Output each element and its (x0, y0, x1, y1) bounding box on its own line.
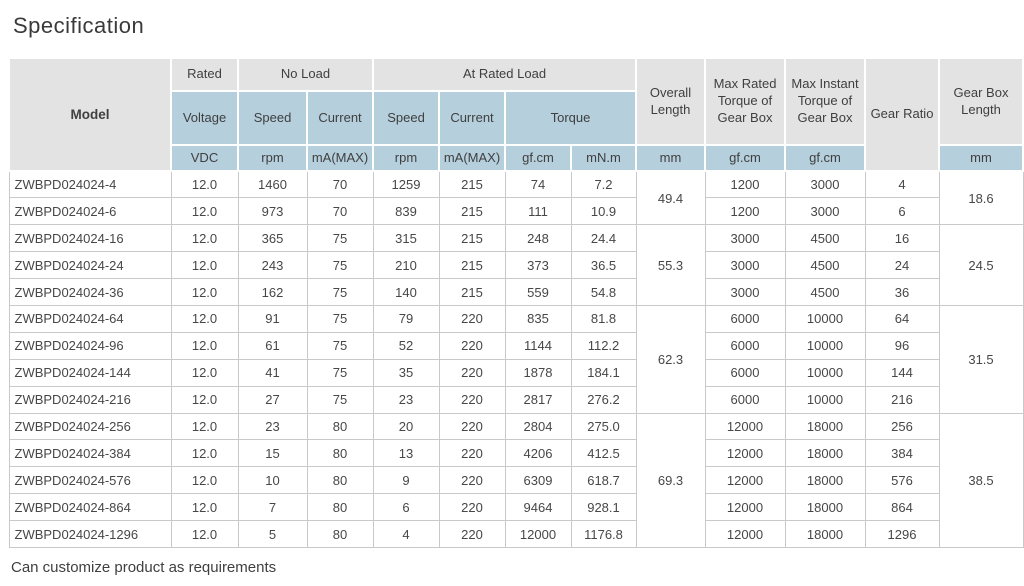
cell-model: ZWBPD024024-144 (9, 359, 171, 386)
cell-torque-mn-m: 54.8 (571, 279, 636, 306)
cell-rated-speed: 52 (373, 332, 439, 359)
cell-torque-gf-cm: 2804 (505, 413, 571, 440)
cell-rated-current: 220 (439, 440, 505, 467)
cell-no-load-current: 70 (307, 171, 373, 198)
cell-gear-ratio: 216 (865, 386, 939, 413)
cell-max-instant-torque: 10000 (785, 386, 865, 413)
table-row (9, 198, 1023, 225)
cell-gear-ratio: 144 (865, 359, 939, 386)
cell-max-rated-torque: 12000 (705, 413, 785, 440)
table-row (9, 467, 1023, 494)
cell-model: ZWBPD024024-24 (9, 252, 171, 279)
cell-gear-ratio: 1296 (865, 521, 939, 548)
table-row (9, 359, 1023, 386)
cell-torque-mn-m: 81.8 (571, 305, 636, 332)
cell-gear-ratio: 576 (865, 467, 939, 494)
cell-max-instant-torque: 18000 (785, 521, 865, 548)
cell-max-instant-torque: 4500 (785, 252, 865, 279)
cell-torque-mn-m: 412.5 (571, 440, 636, 467)
cell-no-load-speed: 15 (238, 440, 307, 467)
cell-rated-current: 220 (439, 359, 505, 386)
header-voltage: Voltage (171, 91, 238, 145)
header-rated: Rated (171, 58, 238, 91)
cell-max-rated-torque: 12000 (705, 440, 785, 467)
cell-rated-voltage: 12.0 (171, 467, 238, 494)
cell-torque-mn-m: 7.2 (571, 171, 636, 198)
cell-max-instant-torque: 3000 (785, 198, 865, 225)
cell-rated-voltage: 12.0 (171, 171, 238, 198)
cell-gear-box-length: 31.5 (939, 305, 1023, 413)
cell-no-load-current: 75 (307, 279, 373, 306)
table-header (9, 58, 1023, 171)
cell-max-rated-torque: 1200 (705, 171, 785, 198)
cell-max-rated-torque: 6000 (705, 386, 785, 413)
cell-no-load-speed: 1460 (238, 171, 307, 198)
cell-rated-voltage: 12.0 (171, 413, 238, 440)
unit-mn-m-torque: mN.m (571, 145, 636, 171)
cell-max-instant-torque: 18000 (785, 413, 865, 440)
table-row (9, 252, 1023, 279)
header-no-load: No Load (238, 58, 373, 91)
unit-gf-cm-max-rated: gf.cm (705, 145, 785, 171)
cell-max-instant-torque: 18000 (785, 494, 865, 521)
cell-torque-gf-cm: 559 (505, 279, 571, 306)
specification-table (8, 57, 1024, 548)
cell-no-load-current: 80 (307, 494, 373, 521)
unit-gf-cm-torque: gf.cm (505, 145, 571, 171)
cell-rated-voltage: 12.0 (171, 494, 238, 521)
cell-max-rated-torque: 1200 (705, 198, 785, 225)
cell-model: ZWBPD024024-576 (9, 467, 171, 494)
cell-rated-speed: 1259 (373, 171, 439, 198)
cell-gear-box-length: 18.6 (939, 171, 1023, 225)
cell-rated-speed: 6 (373, 494, 439, 521)
cell-rated-current: 220 (439, 413, 505, 440)
cell-no-load-speed: 973 (238, 198, 307, 225)
cell-no-load-current: 80 (307, 521, 373, 548)
table-row (9, 225, 1023, 252)
cell-model: ZWBPD024024-864 (9, 494, 171, 521)
cell-no-load-speed: 27 (238, 386, 307, 413)
cell-torque-mn-m: 112.2 (571, 332, 636, 359)
cell-torque-gf-cm: 111 (505, 198, 571, 225)
cell-torque-mn-m: 275.0 (571, 413, 636, 440)
cell-overall-length: 49.4 (636, 171, 705, 225)
cell-torque-mn-m: 1176.8 (571, 521, 636, 548)
cell-rated-current: 220 (439, 332, 505, 359)
cell-gear-ratio: 96 (865, 332, 939, 359)
header-gear-ratio: Gear Ratio (865, 58, 939, 171)
header-overall-length: Overall Length (636, 58, 705, 145)
cell-torque-gf-cm: 6309 (505, 467, 571, 494)
cell-gear-ratio: 256 (865, 413, 939, 440)
cell-rated-voltage: 12.0 (171, 332, 238, 359)
cell-rated-current: 220 (439, 521, 505, 548)
cell-model: ZWBPD024024-16 (9, 225, 171, 252)
cell-torque-gf-cm: 9464 (505, 494, 571, 521)
cell-rated-speed: 9 (373, 467, 439, 494)
table-row (9, 386, 1023, 413)
cell-no-load-current: 75 (307, 359, 373, 386)
cell-no-load-current: 80 (307, 413, 373, 440)
cell-no-load-current: 80 (307, 440, 373, 467)
cell-rated-voltage: 12.0 (171, 521, 238, 548)
unit-mm-overall: mm (636, 145, 705, 171)
header-torque: Torque (505, 91, 636, 145)
cell-rated-current: 215 (439, 252, 505, 279)
cell-rated-current: 215 (439, 198, 505, 225)
cell-torque-mn-m: 36.5 (571, 252, 636, 279)
cell-max-rated-torque: 6000 (705, 359, 785, 386)
cell-gear-ratio: 16 (865, 225, 939, 252)
cell-max-instant-torque: 18000 (785, 467, 865, 494)
cell-gear-box-length: 24.5 (939, 225, 1023, 306)
table-row (9, 440, 1023, 467)
cell-no-load-current: 80 (307, 467, 373, 494)
cell-max-rated-torque: 12000 (705, 467, 785, 494)
cell-max-instant-torque: 10000 (785, 332, 865, 359)
cell-max-instant-torque: 3000 (785, 171, 865, 198)
header-gear-box-length: Gear Box Length (939, 58, 1023, 145)
cell-gear-box-length: 38.5 (939, 413, 1023, 547)
cell-max-instant-torque: 4500 (785, 279, 865, 306)
unit-gf-cm-max-instant: gf.cm (785, 145, 865, 171)
cell-gear-ratio: 36 (865, 279, 939, 306)
cell-no-load-speed: 7 (238, 494, 307, 521)
cell-rated-speed: 839 (373, 198, 439, 225)
cell-rated-current: 215 (439, 171, 505, 198)
table-row (9, 171, 1023, 198)
cell-torque-mn-m: 10.9 (571, 198, 636, 225)
unit-rpm-rated: rpm (373, 145, 439, 171)
cell-max-rated-torque: 6000 (705, 305, 785, 332)
cell-rated-voltage: 12.0 (171, 279, 238, 306)
header-max-instant-torque: Max Instant Torque of Gear Box (785, 58, 865, 145)
header-no-load-speed: Speed (238, 91, 307, 145)
cell-gear-ratio: 24 (865, 252, 939, 279)
cell-torque-mn-m: 618.7 (571, 467, 636, 494)
table-row (9, 279, 1023, 306)
cell-torque-mn-m: 928.1 (571, 494, 636, 521)
cell-model: ZWBPD024024-36 (9, 279, 171, 306)
cell-no-load-current: 70 (307, 198, 373, 225)
cell-rated-current: 220 (439, 386, 505, 413)
cell-no-load-speed: 162 (238, 279, 307, 306)
cell-no-load-speed: 243 (238, 252, 307, 279)
cell-gear-ratio: 6 (865, 198, 939, 225)
cell-rated-voltage: 12.0 (171, 198, 238, 225)
header-max-rated-torque: Max Rated Torque of Gear Box (705, 58, 785, 145)
header-at-rated-load: At Rated Load (373, 58, 636, 91)
cell-rated-voltage: 12.0 (171, 225, 238, 252)
cell-torque-gf-cm: 12000 (505, 521, 571, 548)
cell-rated-current: 220 (439, 494, 505, 521)
cell-max-rated-torque: 12000 (705, 521, 785, 548)
cell-gear-ratio: 864 (865, 494, 939, 521)
cell-max-rated-torque: 3000 (705, 279, 785, 306)
cell-rated-voltage: 12.0 (171, 252, 238, 279)
cell-torque-gf-cm: 4206 (505, 440, 571, 467)
cell-rated-speed: 4 (373, 521, 439, 548)
cell-no-load-speed: 365 (238, 225, 307, 252)
cell-overall-length: 55.3 (636, 225, 705, 306)
table-row (9, 413, 1023, 440)
cell-gear-ratio: 4 (865, 171, 939, 198)
cell-max-rated-torque: 3000 (705, 252, 785, 279)
cell-rated-speed: 315 (373, 225, 439, 252)
cell-torque-gf-cm: 74 (505, 171, 571, 198)
page-title: Specification (13, 13, 145, 38)
cell-rated-speed: 13 (373, 440, 439, 467)
cell-model: ZWBPD024024-256 (9, 413, 171, 440)
cell-max-instant-torque: 10000 (785, 359, 865, 386)
cell-model: ZWBPD024024-1296 (9, 521, 171, 548)
cell-no-load-current: 75 (307, 305, 373, 332)
cell-rated-speed: 35 (373, 359, 439, 386)
header-no-load-current: Current (307, 91, 373, 145)
cell-rated-speed: 79 (373, 305, 439, 332)
cell-rated-voltage: 12.0 (171, 386, 238, 413)
table-row (9, 305, 1023, 332)
cell-torque-gf-cm: 248 (505, 225, 571, 252)
cell-torque-gf-cm: 835 (505, 305, 571, 332)
cell-gear-ratio: 384 (865, 440, 939, 467)
cell-no-load-speed: 61 (238, 332, 307, 359)
cell-gear-ratio: 64 (865, 305, 939, 332)
cell-torque-gf-cm: 1878 (505, 359, 571, 386)
cell-model: ZWBPD024024-96 (9, 332, 171, 359)
table-row (9, 494, 1023, 521)
cell-no-load-current: 75 (307, 252, 373, 279)
cell-no-load-speed: 10 (238, 467, 307, 494)
cell-rated-current: 220 (439, 467, 505, 494)
cell-model: ZWBPD024024-384 (9, 440, 171, 467)
header-rated-speed: Speed (373, 91, 439, 145)
cell-torque-mn-m: 24.4 (571, 225, 636, 252)
cell-model: ZWBPD024024-4 (9, 171, 171, 198)
cell-max-rated-torque: 6000 (705, 332, 785, 359)
cell-overall-length: 69.3 (636, 413, 705, 547)
cell-rated-speed: 140 (373, 279, 439, 306)
cell-torque-gf-cm: 1144 (505, 332, 571, 359)
cell-no-load-current: 75 (307, 225, 373, 252)
cell-rated-voltage: 12.0 (171, 440, 238, 467)
cell-torque-gf-cm: 373 (505, 252, 571, 279)
cell-rated-speed: 210 (373, 252, 439, 279)
cell-model: ZWBPD024024-64 (9, 305, 171, 332)
cell-rated-current: 215 (439, 225, 505, 252)
cell-rated-voltage: 12.0 (171, 305, 238, 332)
unit-vdc: VDC (171, 145, 238, 171)
cell-no-load-speed: 91 (238, 305, 307, 332)
unit-rpm-no-load: rpm (238, 145, 307, 171)
table-row (9, 332, 1023, 359)
cell-model: ZWBPD024024-216 (9, 386, 171, 413)
cell-no-load-current: 75 (307, 386, 373, 413)
table-row (9, 521, 1023, 548)
cell-max-rated-torque: 3000 (705, 225, 785, 252)
header-model: Model (9, 58, 171, 171)
cell-torque-mn-m: 276.2 (571, 386, 636, 413)
cell-rated-speed: 23 (373, 386, 439, 413)
cell-max-instant-torque: 18000 (785, 440, 865, 467)
cell-rated-voltage: 12.0 (171, 359, 238, 386)
cell-torque-mn-m: 184.1 (571, 359, 636, 386)
cell-rated-current: 215 (439, 279, 505, 306)
footer-note: Can customize product as requirements (11, 558, 277, 576)
cell-rated-speed: 20 (373, 413, 439, 440)
cell-no-load-speed: 5 (238, 521, 307, 548)
cell-no-load-current: 75 (307, 332, 373, 359)
unit-ma-rated: mA(MAX) (439, 145, 505, 171)
unit-mm-gear-box: mm (939, 145, 1023, 171)
cell-max-instant-torque: 10000 (785, 305, 865, 332)
cell-rated-current: 220 (439, 305, 505, 332)
header-rated-current: Current (439, 91, 505, 145)
cell-max-rated-torque: 12000 (705, 494, 785, 521)
cell-no-load-speed: 23 (238, 413, 307, 440)
spec-table-body (9, 171, 1023, 547)
cell-overall-length: 62.3 (636, 305, 705, 413)
cell-torque-gf-cm: 2817 (505, 386, 571, 413)
cell-max-instant-torque: 4500 (785, 225, 865, 252)
cell-model: ZWBPD024024-6 (9, 198, 171, 225)
cell-no-load-speed: 41 (238, 359, 307, 386)
unit-ma-no-load: mA(MAX) (307, 145, 373, 171)
